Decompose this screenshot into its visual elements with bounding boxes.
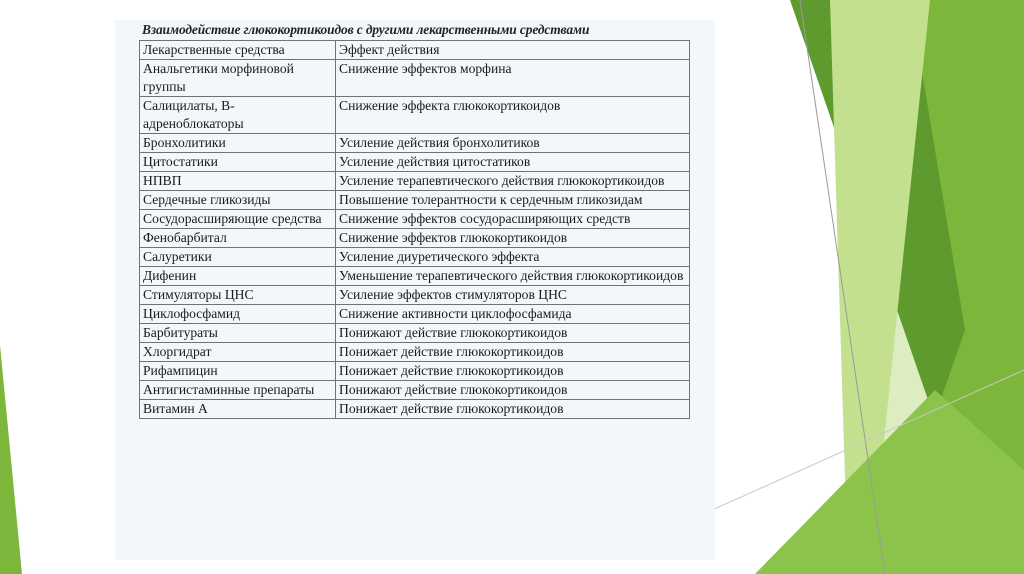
effect-cell: Снижение эффектов глюкокортикоидов [336, 229, 690, 248]
header-effect: Эффект действия [336, 41, 690, 60]
effect-cell: Понижают действие глюкокортикоидов [336, 381, 690, 400]
drug-cell: Витамин А [140, 400, 336, 419]
drug-cell: Стимуляторы ЦНС [140, 286, 336, 305]
effect-cell: Понижает действие глюкокортикоидов [336, 400, 690, 419]
drug-cell: Сердечные гликозиды [140, 191, 336, 210]
table-row [140, 286, 690, 305]
table-row [140, 191, 690, 210]
drug-cell: Дифенин [140, 267, 336, 286]
effect-cell: Снижение эффекта глюкокортикоидов [336, 97, 690, 134]
drug-cell: Антигистаминные препараты [140, 381, 336, 400]
left-shape [0, 345, 22, 574]
table-row [140, 324, 690, 343]
table-row [140, 248, 690, 267]
effect-cell: Усиление действия цитостатиков [336, 153, 690, 172]
effect-cell: Понижает действие глюкокортикоидов [336, 362, 690, 381]
drug-cell: Бронхолитики [140, 134, 336, 153]
interaction-table [139, 40, 690, 419]
effect-cell: Снижение эффектов сосудорасширяющих средств [336, 210, 690, 229]
table-row [140, 172, 690, 191]
table-row [140, 210, 690, 229]
drug-cell: Анальгетики морфиновой группы [140, 60, 336, 97]
effect-cell: Усиление диуретического эффекта [336, 248, 690, 267]
table-row [140, 362, 690, 381]
drug-cell: Циклофосфамид [140, 305, 336, 324]
effect-cell: Уменьшение терапевтического действия глюкокортикоидов [336, 267, 690, 286]
drug-cell: Хлоргидрат [140, 343, 336, 362]
drug-cell: НПВП [140, 172, 336, 191]
drug-cell: Рифампицин [140, 362, 336, 381]
document-image [115, 20, 715, 560]
table-row [140, 229, 690, 248]
table-row [140, 153, 690, 172]
table-header-row [140, 41, 690, 60]
drug-cell: Сосудорасширяющие средства [140, 210, 336, 229]
effect-cell: Снижение активности циклофосфамида [336, 305, 690, 324]
effect-cell: Усиление терапевтического действия глюкокортикоидов [336, 172, 690, 191]
table-row [140, 60, 690, 97]
drug-cell: Салицилаты, В-адреноблокаторы [140, 97, 336, 134]
document-title: Взаимодействие глюкокортикоидов с другими лекарственными средствами [142, 22, 590, 37]
effect-cell: Повышение толерантности к сердечным гликозидам [336, 191, 690, 210]
table-row [140, 343, 690, 362]
table-row [140, 134, 690, 153]
drug-cell: Цитостатики [140, 153, 336, 172]
header-drugs: Лекарственные средства [140, 41, 336, 60]
effect-cell: Понижает действие глюкокортикоидов [336, 343, 690, 362]
table-row [140, 381, 690, 400]
drug-cell: Фенобарбитал [140, 229, 336, 248]
table-row [140, 97, 690, 134]
table-row [140, 400, 690, 419]
effect-cell: Снижение эффектов морфина [336, 60, 690, 97]
drug-cell: Салуретики [140, 248, 336, 267]
drug-cell: Барбитураты [140, 324, 336, 343]
effect-cell: Понижают действие глюкокортикоидов [336, 324, 690, 343]
table-row [140, 305, 690, 324]
table-row [140, 267, 690, 286]
effect-cell: Усиление действия бронхолитиков [336, 134, 690, 153]
effect-cell: Усиление эффектов стимуляторов ЦНС [336, 286, 690, 305]
